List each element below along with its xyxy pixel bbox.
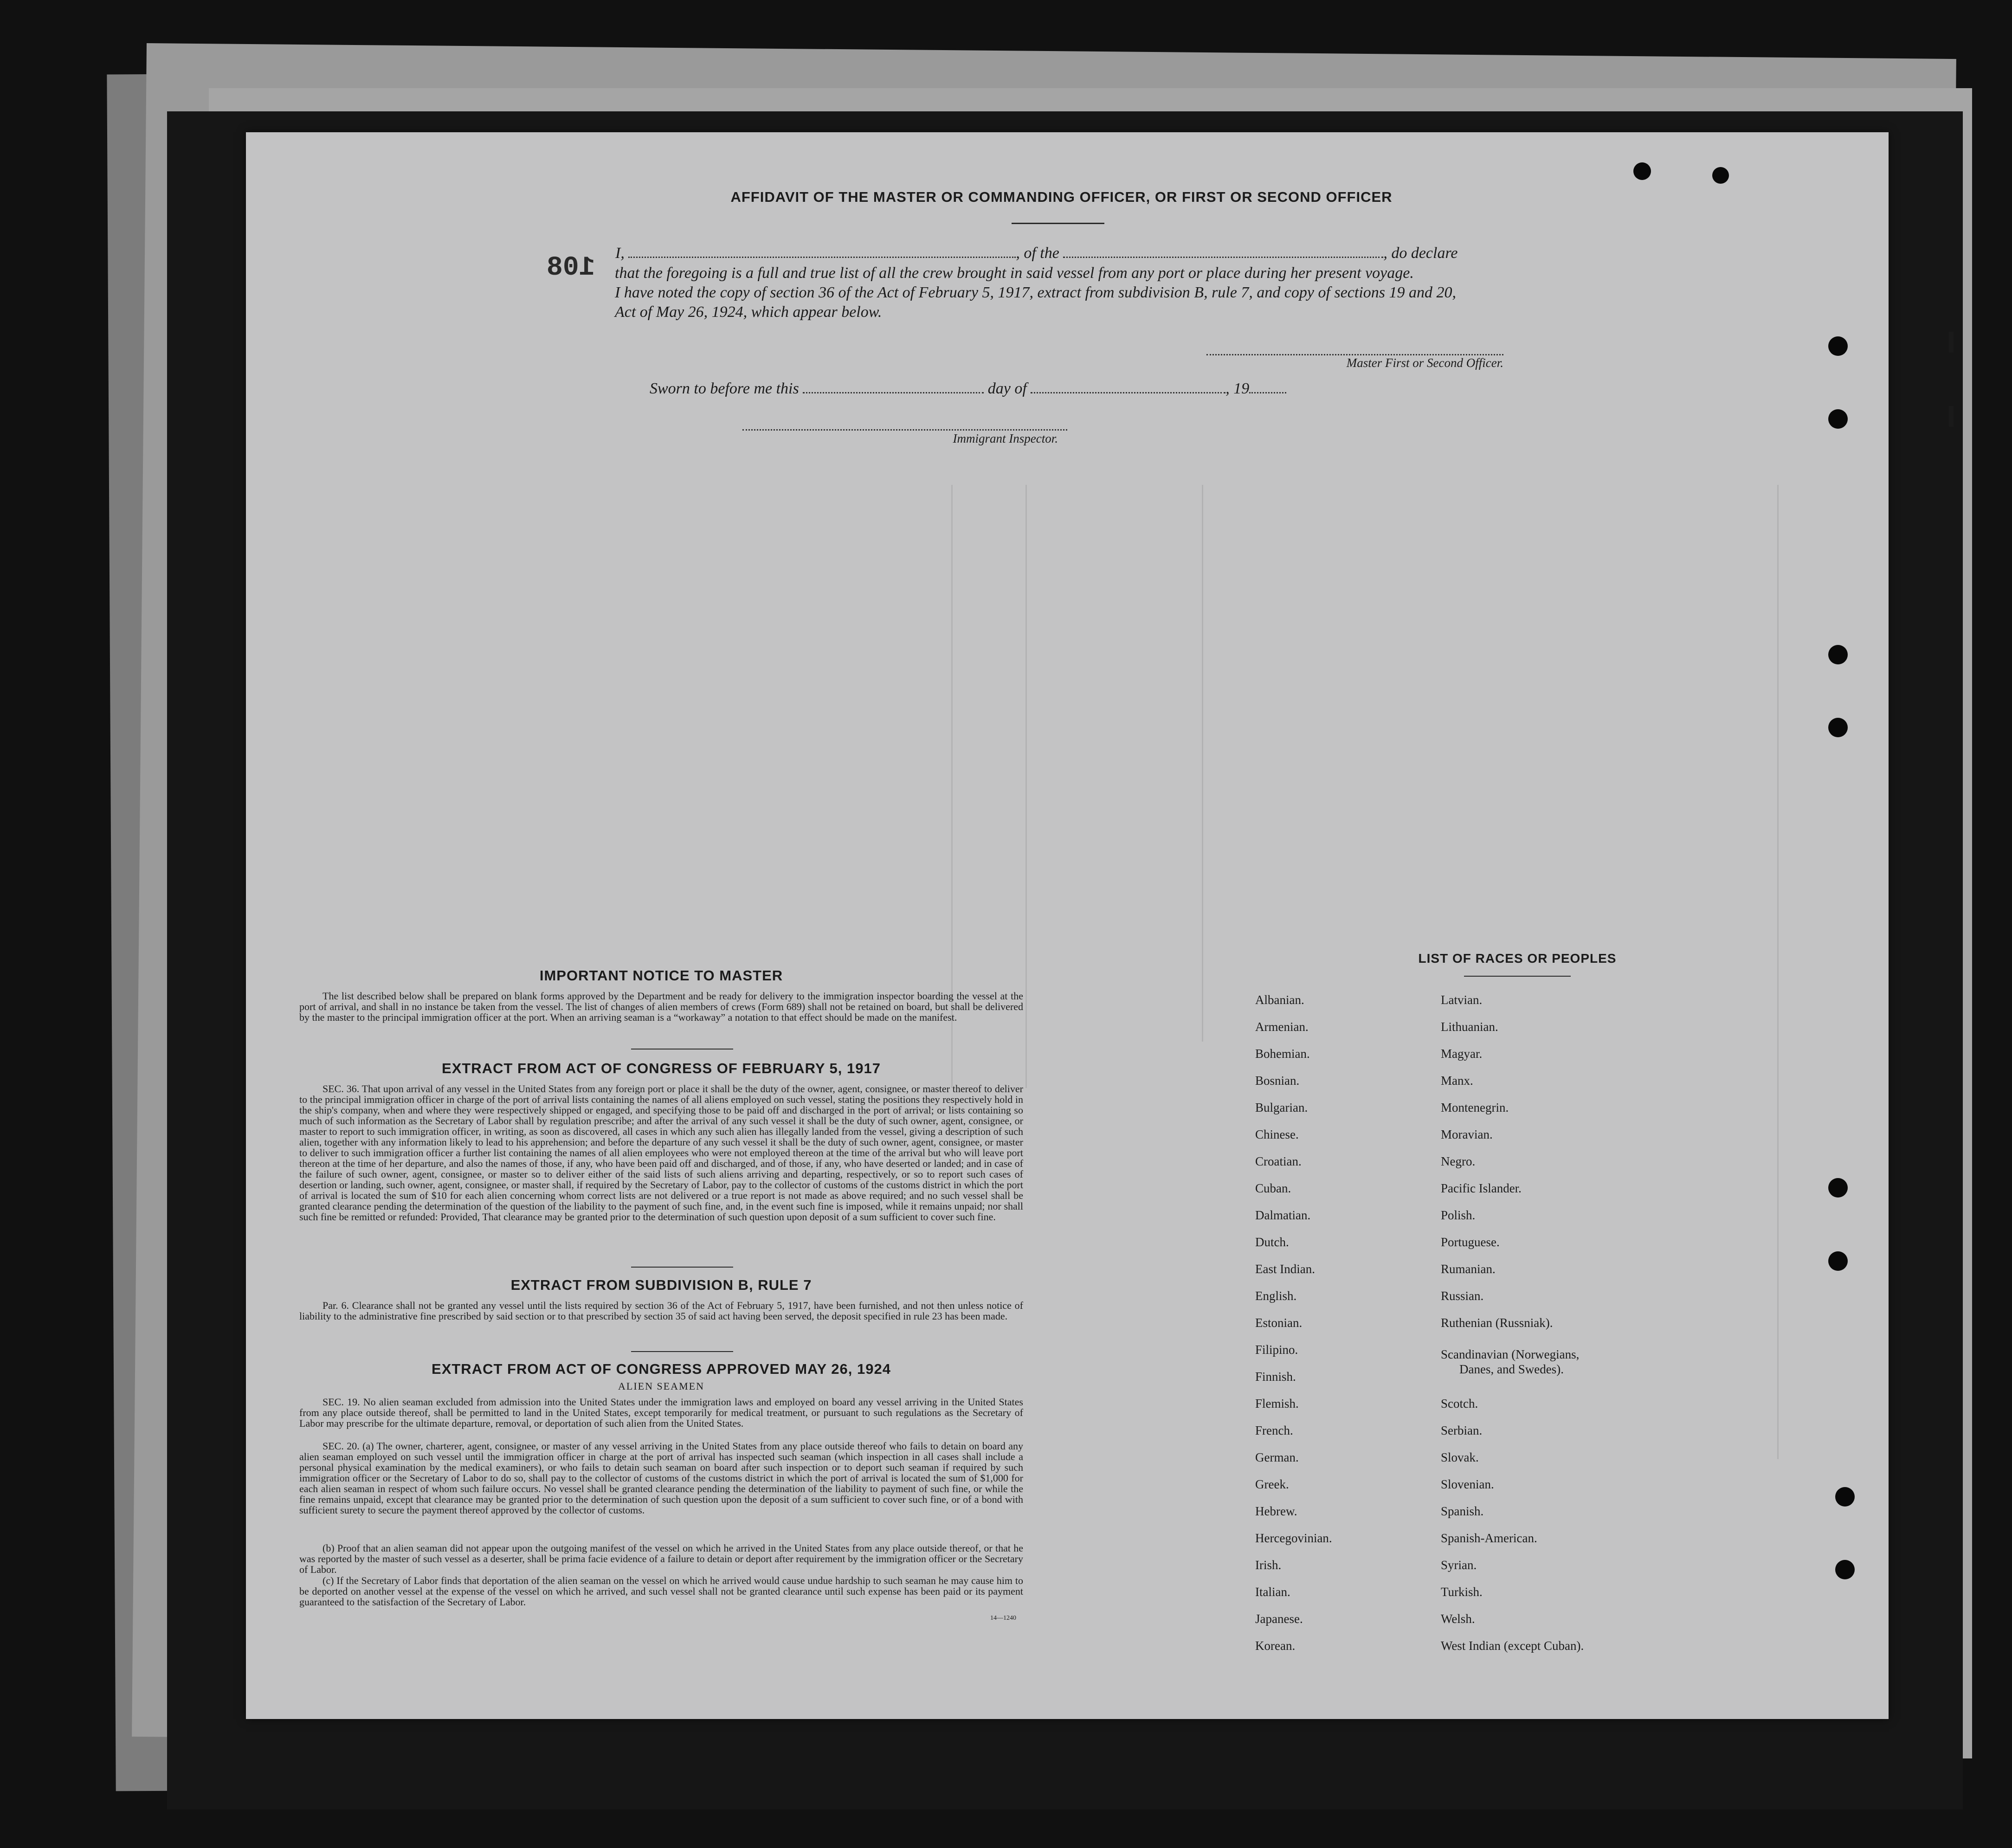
act1917-text: SEC. 36. That upon arrival of any vessel in the United States from any foreign port or place it shall be the duty of the owner, agent, consignee, or master thereof to deliver to the principal immigration officer in charge of the port of arrival lists containing the names of all aliens employed on such vessel, stating the positions they respectively hold in the ship's company, when and where they were respectively shipped or engaged, and specifying those to be paid off and discharged in the port of arrival; or lists containing so much of such information as the Secretary of Labor shall by regulation prescribe; and after the arrival of any such vessel it shall be the duty of such owner, agent, consignee, or master to report to such immigration officer, in writing, as soon as discovered, all cases in which any such alien has illegally landed from the vessel, giving a description of such alien, together with any information likely to lead to his apprehension; and before the departure of any such vessel it shall be the duty of such owner, agent, consignee, or master to deliver to such immigration officer a further list containing the names of all alien employees who were not employed thereon at the time of the arrival but who will leave port thereon at the time of her departure, and also the names of those, if any, who have been paid off and discharged, and of those, if any, who have deserted or landed; and in case of the failure of such owner, agent, consignee, or master so to deliver either of the said lists of such aliens arriving and departing, respectively, or so to report such cases of desertion or landing, such owner, agent, consignee, or master shall, if required by the Secretary of Labor, pay to the collector of customs of the customs district in which the port of arrival is located the sum of $10 for each alien concerning whom correct lists are not delivered or a true report is not made as above required; and no such vessel shall be granted clearance pending the determination of the question of the liability to the payment of such fine, and, in the event such fine is imposed, while it remains unpaid; nor shall such fine be remitted or refunded: Provided, That clearance may be granted prior to the determination of such question upon deposit of a sum sufficient to cover such fine. xyxy=(299,1083,1023,1223)
race-item: Ruthenian (Russniak). xyxy=(1441,1316,1553,1330)
race-item: Scotch. xyxy=(1441,1397,1478,1410)
rule7-text: Par. 6. Clearance shall not be granted any vessel until the lists required by section 36 of the Act of February 5, 1917, have been furnished, and not then unless notice of liability to the administrative fine prescribed by said section or to that prescribed by section 35 of said act having been served, the deposit specified in rule 23 has been made. xyxy=(299,1300,1023,1322)
race-item: Polish. xyxy=(1441,1208,1476,1222)
section-rule xyxy=(631,1267,733,1268)
race-item: Cuban. xyxy=(1255,1181,1291,1195)
section-rule xyxy=(631,1351,733,1352)
race-item-continued: Danes, and Swedes). xyxy=(1459,1362,1564,1376)
punch-hole xyxy=(1828,645,1848,664)
races-heading: LIST OF RACES OR PEOPLES xyxy=(1418,951,1617,966)
affidavit-line-4: Act of May 26, 1924, which appear below. xyxy=(615,303,882,321)
race-item: Moravian. xyxy=(1441,1127,1493,1141)
year-blank[interactable] xyxy=(1249,380,1286,393)
affidavit-title: AFFIDAVIT OF THE MASTER OR COMMANDING OFFICER, OR FIRST OR SECOND OFFICER xyxy=(730,189,1393,205)
bleed-through-line xyxy=(1202,485,1203,1042)
title-rule xyxy=(1012,223,1104,224)
punch-hole xyxy=(1835,1560,1855,1579)
affidavit-line-3: I have noted the copy of section 36 of the Act of February 5, 1917, extract from subdivision B, rule 7, and copy of sections 19 and 20, xyxy=(615,284,1457,301)
race-item: Lithuanian. xyxy=(1441,1020,1498,1034)
race-item: Syrian. xyxy=(1441,1558,1477,1572)
race-item: Dalmatian. xyxy=(1255,1208,1311,1222)
race-item: Russian. xyxy=(1441,1289,1484,1303)
race-item: Irish. xyxy=(1255,1558,1282,1572)
punch-hole xyxy=(1835,1487,1855,1507)
document-page xyxy=(246,132,1889,1719)
edge-mark xyxy=(1949,332,1954,353)
punch-hole xyxy=(1828,1251,1848,1271)
act1924-subheading: ALIEN SEAMEN xyxy=(618,1380,704,1392)
year-prefix: , 19 xyxy=(1225,380,1250,397)
race-item: English. xyxy=(1255,1289,1297,1303)
punch-hole xyxy=(1633,162,1651,180)
name-blank[interactable] xyxy=(628,245,1016,258)
affidavit-line-1 xyxy=(615,244,1789,263)
race-item: Negro. xyxy=(1441,1154,1476,1168)
edge-mark xyxy=(1949,406,1954,427)
race-item: German. xyxy=(1255,1450,1299,1464)
race-item: Finnish. xyxy=(1255,1370,1296,1384)
act1917-heading: EXTRACT FROM ACT OF CONGRESS OF FEBRUARY 5, 1917 xyxy=(442,1060,881,1076)
race-item: Scandinavian (Norwegians, xyxy=(1441,1347,1580,1361)
punch-hole xyxy=(1712,167,1729,184)
month-blank[interactable] xyxy=(1031,380,1225,393)
race-item: Bosnian. xyxy=(1255,1074,1300,1088)
race-item: Serbian. xyxy=(1441,1423,1483,1437)
sec20a-text: SEC. 20. (a) The owner, charterer, agent, consignee, or master of any vessel arriving in the United States from any place outside thereof who fails to detain on board any alien seaman employed on such vessel until the immigration officer in charge at the port of arrival has inspected such seaman (which inspection in all cases shall include a personal physical examination by the medical examiners), or who fails to detain such seaman on board after such inspection or to deport such seaman if required by such immigration officer or the Secretary of Labor to do so, shall pay to the collector of customs of the customs district in which the port of arrival is located the sum of $1,000 for each alien seaman in respect of whom such failure occurs. No vessel shall be granted clearance pending the determination of the liability to payment of such fine, or while the fine remains unpaid, except that clearance may be granted prior to the determination of such question upon the deposit of a sum sufficient to cover such fine, or of a bond with sufficient surety to secure the payment thereof approved by the collector of customs. xyxy=(299,1440,1023,1516)
race-item: Armenian. xyxy=(1255,1020,1309,1034)
race-item: Rumanian. xyxy=(1441,1262,1496,1276)
race-item: Slovak. xyxy=(1441,1450,1479,1464)
day-blank[interactable] xyxy=(803,380,984,393)
race-item: Croatian. xyxy=(1255,1154,1302,1168)
punch-hole xyxy=(1828,336,1848,356)
bleed-through-line xyxy=(1777,485,1779,1459)
punch-hole xyxy=(1828,409,1848,429)
race-item: Portuguese. xyxy=(1441,1235,1500,1249)
section-rule xyxy=(631,1049,733,1050)
race-item: Hebrew. xyxy=(1255,1504,1297,1518)
affidavit-do-declare: , do declare xyxy=(1383,245,1458,262)
race-item: Dutch. xyxy=(1255,1235,1289,1249)
race-item: Welsh. xyxy=(1441,1612,1475,1626)
race-item: Flemish. xyxy=(1255,1397,1299,1410)
race-item: Japanese. xyxy=(1255,1612,1303,1626)
race-item: Spanish. xyxy=(1441,1504,1484,1518)
master-signature-line[interactable] xyxy=(1206,354,1503,355)
sec19-text: SEC. 19. No alien seaman excluded from admission into the United States under the immigration laws and employed on board any vessel arriving in the United States from any place outside thereof, shall be permitted to land in the United States, except temporarily for medical treatment, or pursuant to such regulations as the Secretary of Labor may prescribe for the ultimate departure, removal, or deportation of such alien from the United States. xyxy=(299,1396,1023,1429)
race-item: Bulgarian. xyxy=(1255,1101,1308,1114)
stamp-number: 108 xyxy=(547,253,595,283)
race-item: Turkish. xyxy=(1441,1585,1483,1599)
sworn-before: Sworn to before me this xyxy=(650,380,799,397)
inspector-caption: Immigrant Inspector. xyxy=(953,431,1058,445)
race-item: Pacific Islander. xyxy=(1441,1181,1522,1195)
affidavit-of-the: , of the xyxy=(1016,245,1059,262)
rule7-heading: EXTRACT FROM SUBDIVISION B, RULE 7 xyxy=(510,1277,812,1293)
act1924-heading: EXTRACT FROM ACT OF CONGRESS APPROVED MAY 26, 1924 xyxy=(432,1361,891,1377)
race-item: French. xyxy=(1255,1423,1293,1437)
race-item: Magyar. xyxy=(1441,1047,1483,1061)
race-item: Italian. xyxy=(1255,1585,1290,1599)
race-item: Latvian. xyxy=(1441,993,1483,1007)
races-rule xyxy=(1464,976,1571,977)
vessel-blank[interactable] xyxy=(1063,245,1383,258)
race-item: Chinese. xyxy=(1255,1127,1299,1141)
race-item: West Indian (except Cuban). xyxy=(1441,1639,1584,1653)
punch-hole xyxy=(1828,718,1848,737)
race-item: Manx. xyxy=(1441,1074,1473,1088)
form-number: 14—1240 xyxy=(990,1615,1016,1622)
race-item: Bohemian. xyxy=(1255,1047,1310,1061)
race-item: Hercegovinian. xyxy=(1255,1531,1332,1545)
affidavit-i: I, xyxy=(615,245,625,262)
notice-text: The list described below shall be prepared on blank forms approved by the Department and be ready for delivery to the immigration inspector boarding the vessel at the port of arrival, and shall in no instance be taken from the vessel. The list of changes of alien members of crews (Form 689) shall not be retained on board, but shall be delivered by the master to the principal immigration officer at the port. When an arriving seaman is a “workaway” a notation to that effect should be made on the manifest. xyxy=(299,990,1023,1023)
affidavit-line-2: that the foregoing is a full and true list of all the crew brought in said vessel from any port or place during her present voyage. xyxy=(615,264,1414,282)
race-item: Slovenian. xyxy=(1441,1477,1494,1491)
notice-heading: IMPORTANT NOTICE TO MASTER xyxy=(539,967,783,984)
sec20b-text: (b) Proof that an alien seaman did not appear upon the outgoing manifest of the vessel on which he arrived in the United States from any place outside thereof, or that he was reported by the master of such vessel as a deserter, shall be prima facie evidence of a failure to detain or deport after requirement by the immigration officer or the Secretary of Labor. xyxy=(299,1542,1023,1575)
race-item: Spanish-American. xyxy=(1441,1531,1537,1545)
race-item: Montenegrin. xyxy=(1441,1101,1509,1114)
sec20c-text: (c) If the Secretary of Labor finds that deportation of the alien seaman on the vessel on which he arrived would cause undue hardship to such seaman he may cause him to be deported on another vessel at the expense of the vessel on which he arrived, and such vessel shall not be granted clearance until such expense has been paid or its payment guaranteed to the satisfaction of the Secretary of Labor. xyxy=(299,1575,1023,1608)
sworn-line xyxy=(650,379,1531,399)
race-item: Greek. xyxy=(1255,1477,1289,1491)
day-of: day of xyxy=(987,380,1027,397)
race-item: East Indian. xyxy=(1255,1262,1315,1276)
race-item: Filipino. xyxy=(1255,1343,1298,1357)
punch-hole xyxy=(1828,1178,1848,1198)
bleed-through-line xyxy=(1025,485,1027,1088)
race-item: Estonian. xyxy=(1255,1316,1303,1330)
inspector-signature-line[interactable] xyxy=(742,429,1067,431)
master-caption: Master First or Second Officer. xyxy=(1346,356,1503,370)
race-item: Korean. xyxy=(1255,1639,1296,1653)
race-item: Albanian. xyxy=(1255,993,1304,1007)
